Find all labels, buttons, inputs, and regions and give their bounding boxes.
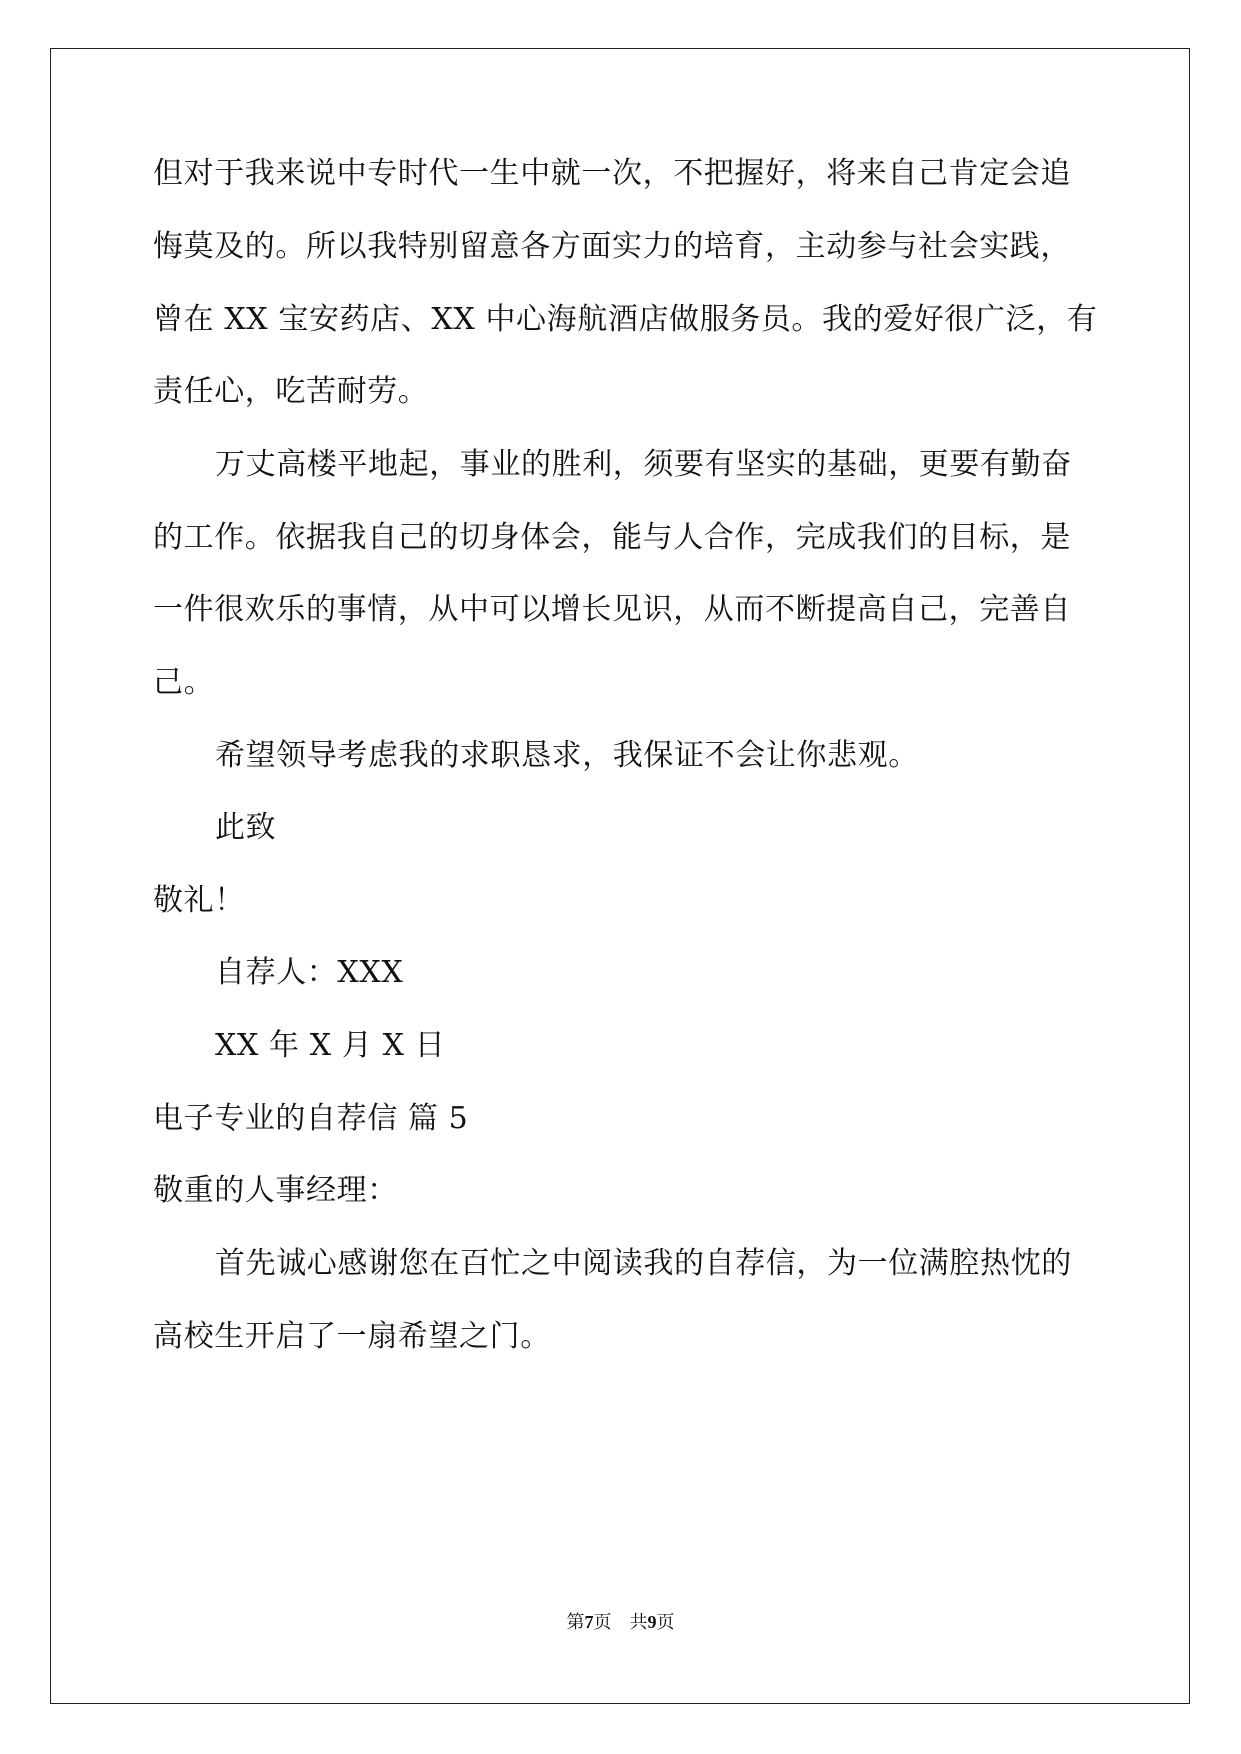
- page-total: 9: [647, 1612, 657, 1632]
- page-suffix: 页: [593, 1612, 612, 1633]
- section-heading: 电子专业的自荐信 篇 5: [153, 1101, 469, 1136]
- paragraph-line: 但对于我来说中专时代一生中就一次，不把握好，将来自己肯定会追: [153, 156, 1071, 191]
- paragraph-line: 高校生开启了一扇希望之门。: [153, 1319, 551, 1354]
- salutation-line: 敬礼！: [153, 883, 245, 918]
- paragraph-line: 曾在 XX 宝安药店、XX 中心海航酒店做服务员。我的爱好很广泛，有: [153, 302, 1098, 337]
- total-prefix: 共: [629, 1612, 648, 1633]
- paragraph-line: 己。: [153, 665, 215, 700]
- total-suffix: 页: [656, 1612, 675, 1633]
- date-line: XX 年 X 月 X 日: [215, 1028, 446, 1063]
- page-prefix: 第: [566, 1612, 585, 1633]
- paragraph-line: 希望领导考虑我的求职恳求，我保证不会让你悲观。: [215, 738, 919, 773]
- paragraph-line: 的工作。依据我自己的切身体会，能与人合作，完成我们的目标，是: [153, 520, 1071, 555]
- paragraph-line: 首先诚心感谢您在百忙之中阅读我的自荐信，为一位满腔热忱的: [215, 1246, 1072, 1281]
- greeting-line: 敬重的人事经理：: [153, 1173, 398, 1208]
- closing-line: 此致: [215, 810, 277, 845]
- paragraph-line: 万丈高楼平地起，事业的胜利，须要有坚实的基础，更要有勤奋: [215, 447, 1072, 482]
- paragraph-line: 一件很欢乐的事情，从中可以增长见识，从而不断提高自己，完善自: [153, 592, 1071, 627]
- page-border: [50, 48, 1190, 1704]
- signature-line: 自荐人：XXX: [215, 955, 404, 990]
- page-footer: [0, 1610, 1241, 1635]
- paragraph-line: 悔莫及的。所以我特别留意各方面实力的培育，主动参与社会实践，: [153, 229, 1071, 264]
- page-current: 7: [584, 1612, 594, 1632]
- paragraph-line: 责任心，吃苦耐劳。: [153, 374, 429, 409]
